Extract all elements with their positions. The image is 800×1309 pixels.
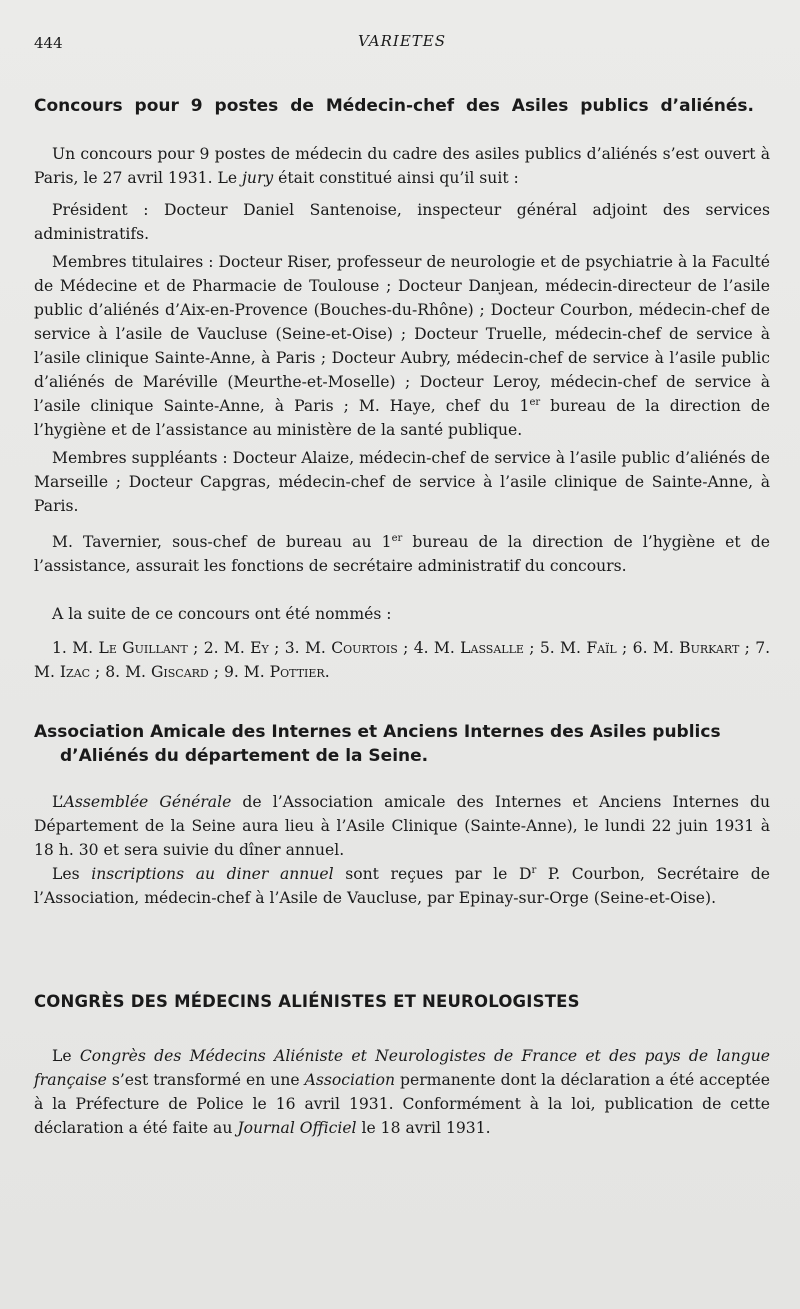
congres-text-c: permanente dont la déclaration a été acceptée à la Préfecture de Police le 16 avril 1931. Conformément à la loi, publication de cette déclaration a été faite au xyxy=(34,1071,770,1137)
nominee-name: Burkart xyxy=(679,639,740,657)
titulaires-sup: er xyxy=(529,396,541,408)
nominee-number: 9. M. xyxy=(223,663,270,681)
nominee-separator: ; xyxy=(268,639,285,657)
nominee-separator: ; xyxy=(187,639,204,657)
inscriptions-text-c: P. Courbon, Secrétaire de l’Association, médecin-chef à l’Asile de Vaucluse, par Epinay-sur-Orge (Seine-et-Oise). xyxy=(34,865,770,907)
titulaires-text-b: bureau de la direction de l’hygiène et de l’assistance au ministère de la santé publique. xyxy=(34,397,770,439)
nominee-number: 8. M. xyxy=(105,663,151,681)
nominee-name: Le Guillant xyxy=(98,639,188,657)
inscriptions-text-b: sont reçues par le D xyxy=(333,865,532,883)
tavernier-text-b: bureau de la direction de l’hygiène et de l’assistance, assurait les fonctions de secrétaire administratif du concours. xyxy=(34,533,770,575)
nominee xyxy=(285,639,414,657)
nominee xyxy=(414,639,540,657)
nominee-number: 7. M. xyxy=(34,639,771,681)
nominee xyxy=(105,663,224,681)
journal-officiel-italic: Journal Officiel xyxy=(237,1119,357,1137)
inscriptions-sup: r xyxy=(531,864,537,876)
assemblee-text-b: de l’Association amicale des Internes et Anciens Internes du Département de la Seine aura lieu à l’Asile Clinique (Sainte-Anne), le lundi 22 juin 1931 à 18 h. 30 et sera suivie du dîner annuel. xyxy=(34,793,771,859)
nominee-separator: ; xyxy=(397,639,414,657)
inscriptions-italic: inscriptions au diner annuel xyxy=(91,865,334,883)
nominee xyxy=(540,639,633,657)
nominee-separator: ; xyxy=(616,639,633,657)
nominee-number: 2. M. xyxy=(203,639,251,657)
association-italic: Association xyxy=(304,1071,395,1089)
congres-text-b: s’est transformé en une xyxy=(106,1071,305,1089)
running-title: VARIETES xyxy=(357,32,447,50)
nominee xyxy=(52,639,204,657)
assemblee-generale-italic: Assemblée Générale xyxy=(63,793,232,811)
nominee-number: 6. M. xyxy=(632,639,680,657)
nominee-separator: ; xyxy=(90,663,106,681)
page-number: 444 xyxy=(34,34,63,52)
titulaires-text-a: Membres titulaires : Docteur Riser, professeur de neurologie et de psychiatrie à la Faculté de Médecine et de Pharmacie de Toulouse ; Docteur Danjean, médecin-directeur de l’asile public d’aliénés d’Aix-en-Provence (Bouches-du-Rhône) ; Docteur Courbon, médecin-chef de service à l’asile de Vaucluse (Seine-et-Oise) ; Docteur Truelle, médecin-chef de service à l’asile clinique Sainte-Anne, à Paris ; Docteur Aubry, médecin-chef de service à l’asile public d’aliénés de Maréville (Meurthe-et-Moselle) ; Docteur Leroy, médecin-chef de service à l’asile clinique Sainte-Anne, à Paris ; M. Haye, chef du 1 xyxy=(34,253,770,415)
nominee-list xyxy=(34,636,770,684)
nominee-separator: ; xyxy=(208,663,224,681)
jury-text-a: Un concours pour 9 postes de médecin du cadre des asiles publics d’aliénés s’est ouvert à Paris, le 27 avril 1931. Le xyxy=(34,145,770,187)
tavernier-sup: er xyxy=(391,532,403,544)
section1-title: Concours pour 9 postes de Médecin-chef des Asiles publics d’aliénés. xyxy=(34,96,754,116)
nommes-intro: A la suite de ce concours ont été nommés : xyxy=(52,605,392,623)
tavernier-text-a: M. Tavernier, sous-chef de bureau au 1 xyxy=(52,533,392,551)
nominee-name: Ey xyxy=(250,639,269,657)
nominee-name: Pottier xyxy=(269,663,325,681)
nominee xyxy=(224,663,330,681)
section3-title: CONGRÈS DES MÉDECINS ALIÉNISTES ET NEUROLOGISTES xyxy=(34,992,580,1011)
nominee-name: Courtois xyxy=(331,639,398,657)
congres-italic: Congrès des Médecins Aliéniste et Neurologistes de France et des pays de langue française xyxy=(34,1047,770,1089)
nominee-separator: . xyxy=(324,663,330,681)
running-head xyxy=(34,28,770,58)
jury-paragraph xyxy=(34,142,770,190)
jury-text-b: était constitué ainsi qu’il suit : xyxy=(273,169,519,187)
titulaires-paragraph xyxy=(34,250,770,442)
nominee-name: Faïl xyxy=(586,639,617,657)
president-paragraph: Président : Docteur Daniel Santenoise, inspecteur général adjoint des services administratifs. xyxy=(34,201,770,243)
nominee-separator: ; xyxy=(523,639,540,657)
congres-text-a: Le xyxy=(52,1047,80,1065)
nominee xyxy=(633,639,756,657)
section2-title: Association Amicale des Internes et Anciens Internes des Asiles publics d’Aliénés du département de la Seine. xyxy=(34,722,721,766)
inscriptions-paragraph xyxy=(34,862,770,910)
nominee-number: 4. M. xyxy=(413,639,461,657)
nominee-number: 5. M. xyxy=(539,639,587,657)
inscriptions-text-a: Les xyxy=(52,865,92,883)
jury-word: jury xyxy=(242,169,274,187)
nominee-name: Izac xyxy=(59,663,91,681)
assemblee-paragraph xyxy=(34,790,770,862)
tavernier-paragraph xyxy=(34,530,770,578)
nominee xyxy=(204,639,285,657)
nominee-name: Lassalle xyxy=(460,639,524,657)
nominee-name: Giscard xyxy=(150,663,209,681)
nominee-number: 1. M. xyxy=(52,639,99,657)
congres-text-d: le 18 avril 1931. xyxy=(356,1119,491,1137)
nominee-separator: ; xyxy=(739,639,756,657)
nominee-number: 3. M. xyxy=(284,639,332,657)
assemblee-text-a: L’ xyxy=(52,793,64,811)
congres-paragraph xyxy=(34,1044,770,1140)
suppleants-paragraph: Membres suppléants : Docteur Alaize, médecin-chef de service à l’asile public d’aliénés de Marseille ; Docteur Capgras, médecin-chef de service à l’asile clinique de Sainte-Anne, à Paris. xyxy=(34,449,770,515)
